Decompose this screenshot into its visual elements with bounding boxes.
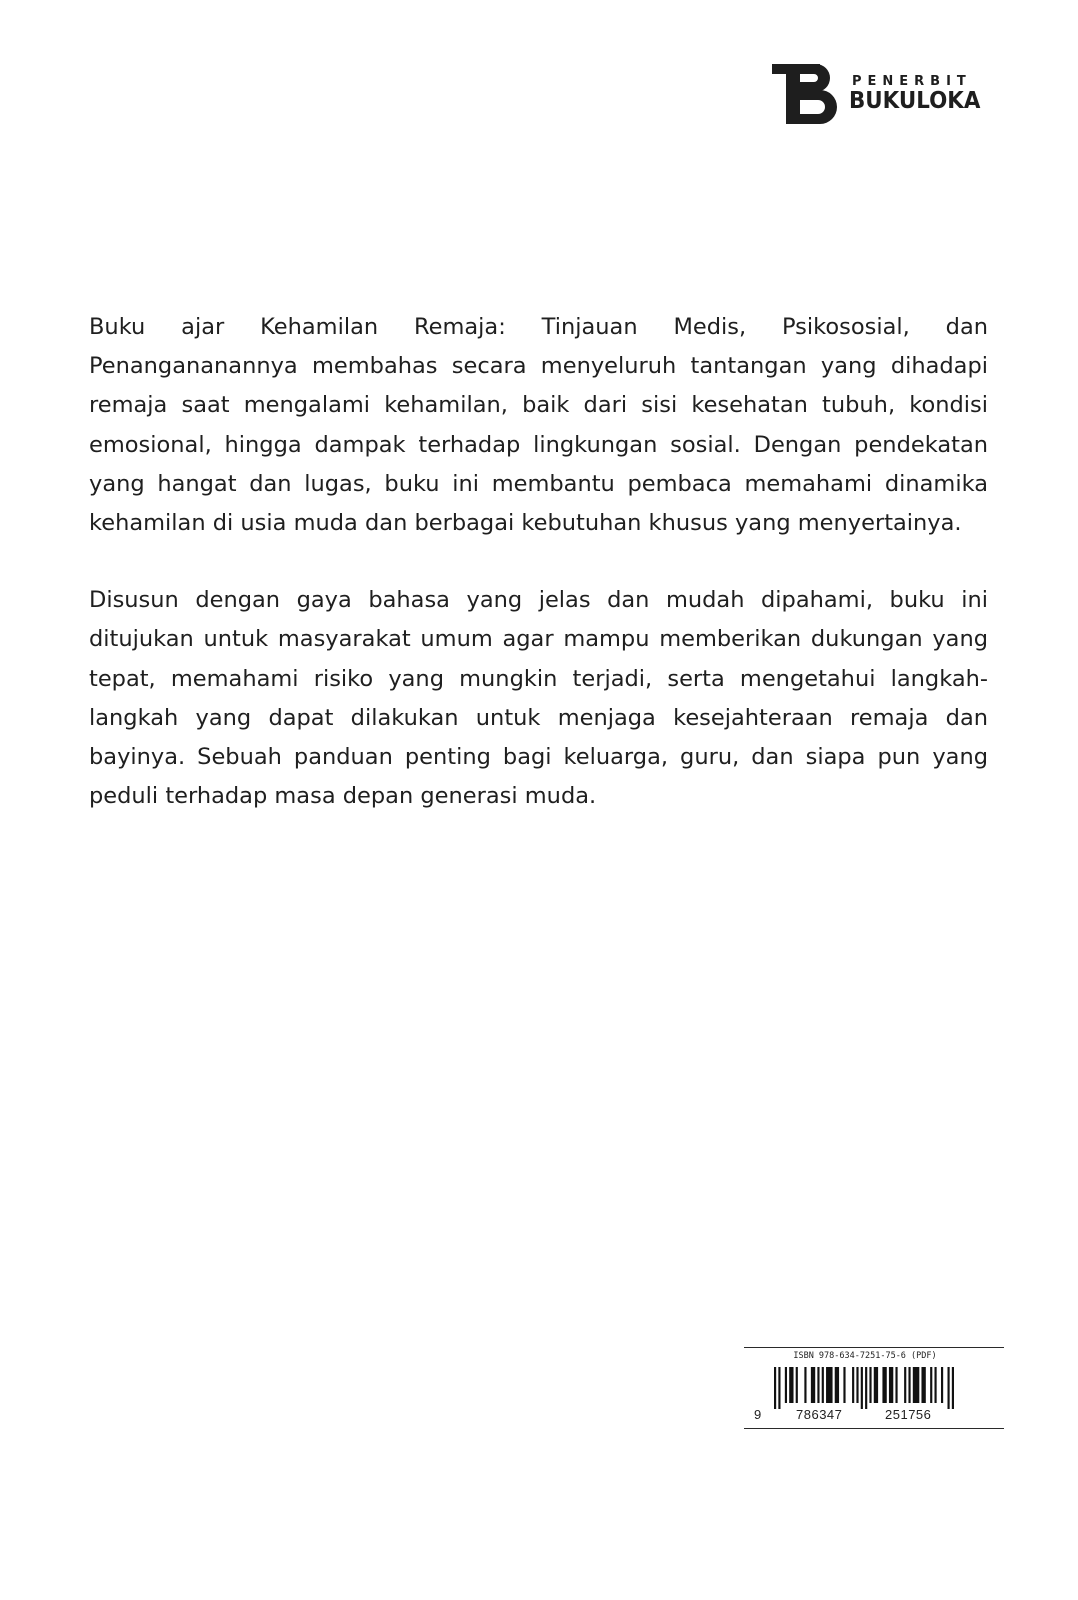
publisher-logo <box>772 64 1000 124</box>
barcode-bar <box>930 1367 932 1403</box>
barcode-bar <box>934 1367 936 1403</box>
barcode-bar <box>908 1367 910 1403</box>
isbn-digit-first: 9 <box>754 1407 762 1422</box>
barcode-bar <box>869 1367 871 1403</box>
isbn-digits-left: 786347 <box>796 1407 843 1422</box>
barcode-bar <box>874 1367 878 1403</box>
isbn-digits-right: 251756 <box>885 1407 932 1422</box>
barcode-bar <box>952 1367 954 1409</box>
barcode-bar <box>895 1367 897 1403</box>
publisher-b-mark-icon <box>772 64 838 124</box>
blurb-paragraph-1: Buku ajar Kehamilan Remaja: Tinjauan Medis, Psikososial, dan Penangananannya membahas secara menyeluruh tantangan yang dihadapi remaja saat mengalami kehamilan, baik dari sisi kesehatan tubuh, kondisi emosional, hingga dampak terhadap lingkungan sosial. Dengan pendekatan yang hangat dan lugas, buku ini membantu pembaca memahami dinamika kehamilan di usia muda dan berbagai kebutuhan khusus yang menyertainya. <box>89 314 988 537</box>
barcode-bar <box>822 1367 824 1403</box>
barcode-bar <box>811 1367 815 1403</box>
barcode-bar <box>861 1367 863 1409</box>
barcode-bar <box>835 1367 839 1403</box>
barcode-bar <box>947 1367 949 1409</box>
barcode-bar <box>785 1367 787 1403</box>
barcode-bar <box>843 1367 845 1403</box>
barcode-bar <box>913 1367 920 1403</box>
barcode-bar <box>817 1367 819 1403</box>
barcode-bar <box>804 1367 806 1403</box>
barcode-bar <box>882 1367 886 1403</box>
barcode-bar <box>889 1367 893 1403</box>
publisher-label-small: PENERBIT <box>852 74 972 89</box>
book-blurb <box>89 308 988 854</box>
barcode-bar <box>826 1367 833 1403</box>
barcode-bar <box>856 1367 858 1403</box>
blurb-paragraph-2: Disusun dengan gaya bahasa yang jelas dan mudah dipahami, buku ini ditujukan untuk masyarakat umum agar mampu memberikan dukungan yang tepat, memahami risiko yang mungkin terjadi, serta mengetahui langkah-langkah yang dapat dilakukan untuk menjaga kesejahteraan remaja dan bayinya. Sebuah panduan penting bagi keluarga, guru, dan siapa pun yang peduli terhadap masa depan generasi muda. <box>89 587 988 810</box>
barcode-bar <box>904 1367 906 1403</box>
isbn-caption: ISBN 978-634-7251-75-6 (PDF) <box>793 1351 937 1361</box>
barcode-bar <box>941 1367 943 1403</box>
barcode-bar <box>921 1367 925 1403</box>
barcode-bar <box>778 1367 780 1409</box>
barcode-bar <box>774 1367 776 1409</box>
barcode-bar <box>789 1367 793 1403</box>
isbn-barcode-block <box>744 1347 1004 1429</box>
barcode-bar <box>796 1367 798 1403</box>
barcode-icon <box>774 1367 954 1409</box>
barcode-bar <box>852 1367 854 1403</box>
publisher-label-big: BUKULOKA <box>849 88 981 114</box>
barcode-bar <box>865 1367 867 1409</box>
